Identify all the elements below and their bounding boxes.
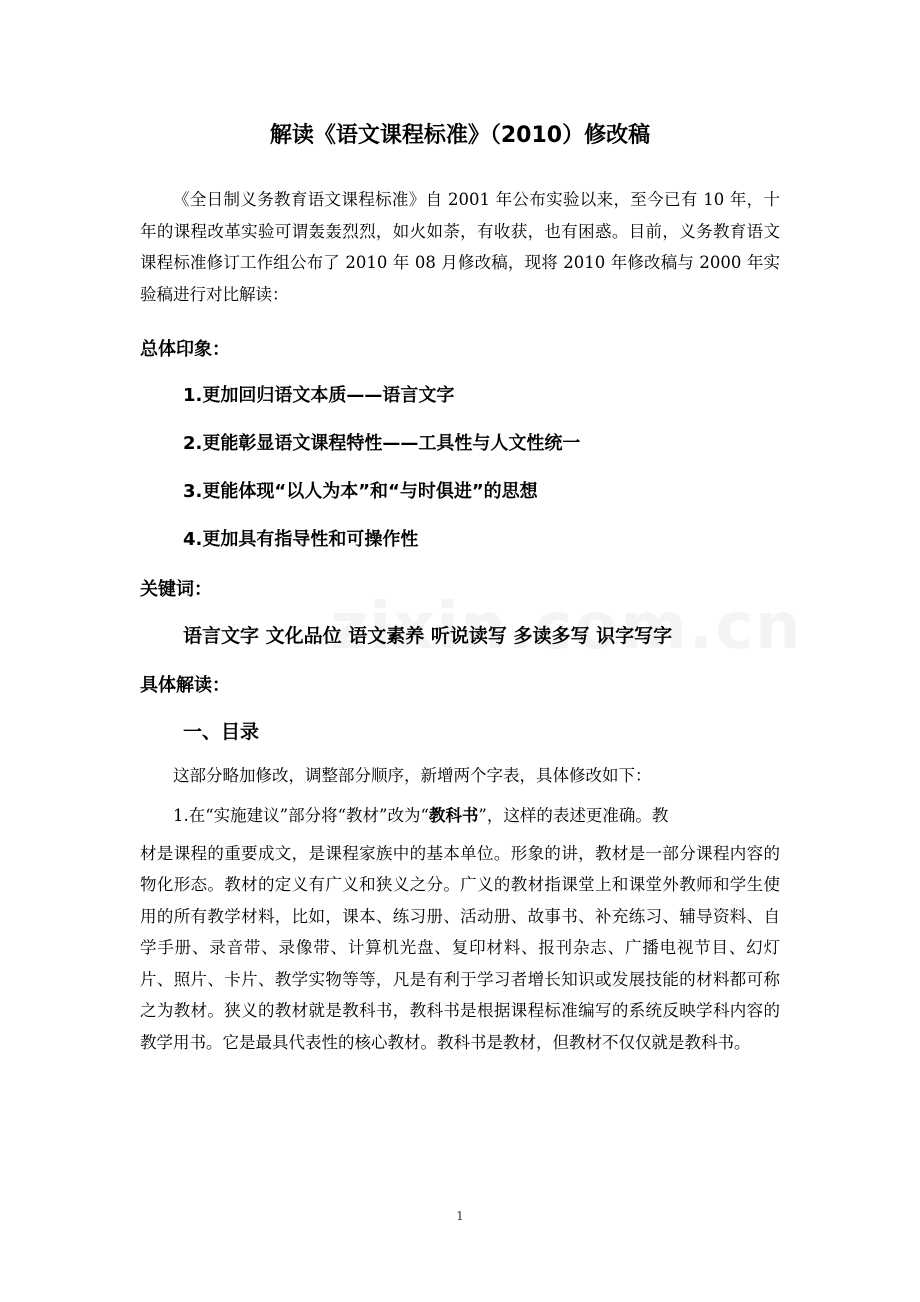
page-number: 1 xyxy=(456,1209,464,1223)
intro-paragraph: 《全日制义务教育语文课程标准》自 2001 年公布实验以来，至今已有 10 年，十年的课程改革实验可谓轰轰烈烈，如火如荼，有收获，也有困惑。目前，义务教育语文课程标准修订工作组公布了 2010 年 08 月修改稿，现将 2010 年修改稿与 2000 年实验稿进行对比解读： xyxy=(140,190,780,304)
keywords-heading: 关键词： xyxy=(140,579,212,600)
paragraph-lead-line xyxy=(140,800,780,832)
section-paragraph-1: 这部分略加修改，调整部分顺序，新增两个字表，具体修改如下： xyxy=(173,766,652,785)
impression-item: 1.更加回归语文本质——语言文字 xyxy=(183,385,455,406)
paragraph-lead-suffix: ”，这样的表述更准确。教 xyxy=(478,806,669,825)
section-title: 一、目录 xyxy=(183,721,260,743)
paragraph-prefix: 1.在“实施建议”部分将“教材”改为“ xyxy=(173,806,429,825)
keywords-line: 语言文字 文化品位 语文素养 听说读写 多读多写 识字写字 xyxy=(183,625,673,647)
detail-heading: 具体解读： xyxy=(140,675,230,696)
paragraph-body: 材是课程的重要成文，是课程家族中的基本单位。形象的讲，教材是一部分课程内容的物化形态。教材的定义有广义和狭义之分。广义的教材指课堂上和课堂外教师和学生使用的所有教学材料，比如，课本、练习册、活动册、故事书、补充练习、辅导资料、自学手册、录音带、录像带、计算机光盘、复印材料、报刊杂志、广播电视节目、幻灯片、照片、卡片、教学实物等等，凡是有利于学习者增长知识或发展技能的材料都可称之为教材。狭义的教材就是教科书，教科书是根据课程标准编写的系统反映学科内容的教学用书。它是最具代表性的核心教材。教科书是教材，但教材不仅仅就是教科书。 xyxy=(140,843,780,1052)
impression-item: 3.更能体现“以人为本”和“与时俱进”的思想 xyxy=(183,481,538,502)
impression-item: 2.更能彰显语文课程特性——工具性与人文性统一 xyxy=(183,433,581,454)
section-paragraph-2 xyxy=(140,800,780,1058)
overall-heading: 总体印象： xyxy=(140,339,230,360)
impression-list xyxy=(183,380,580,572)
bold-term: 教科书 xyxy=(428,806,479,825)
document-title: 解读《语文课程标准》（2010）修改稿 xyxy=(269,123,651,148)
impression-item: 4.更加具有指导性和可操作性 xyxy=(183,529,419,550)
